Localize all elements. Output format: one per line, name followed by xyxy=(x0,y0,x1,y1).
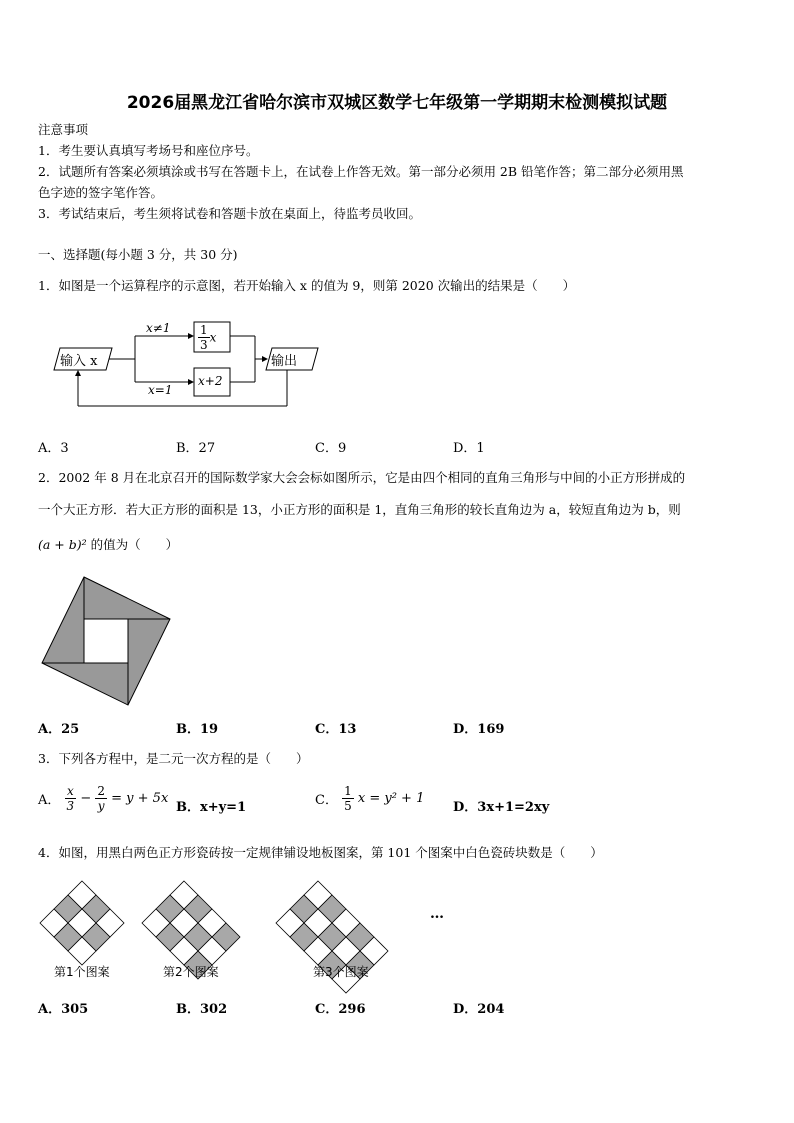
question-3-text: 3．下列各方程中，是二元一次方程的是（ ） xyxy=(38,751,309,766)
q2-option-c[interactable]: C．13 xyxy=(315,722,357,737)
tile-ellipsis: … xyxy=(430,906,444,922)
q3-option-c[interactable]: C． $\frac{1}{5}$ x = y² + 1 xyxy=(315,784,425,813)
tile-caption-1: 第1个图案 xyxy=(54,965,110,979)
tile-caption-3: 第3个图案 xyxy=(313,965,369,979)
q2-option-b[interactable]: B．19 xyxy=(176,722,219,737)
q1-option-d[interactable]: D．1 xyxy=(453,441,485,456)
question-2-line3: (a + b)² 的值为（ ） xyxy=(38,537,179,552)
pinwheel-square-diagram xyxy=(40,575,172,707)
q1-option-b[interactable]: B．27 xyxy=(176,441,216,456)
box-x-plus-2-label: x+2 xyxy=(198,374,223,388)
q4-option-c[interactable]: C．296 xyxy=(315,1002,366,1017)
section-heading: 一、选择题(每小题 3 分，共 30 分) xyxy=(38,247,238,262)
flowchart-condition-bottom: x=1 xyxy=(148,383,173,397)
q4-option-b[interactable]: B．302 xyxy=(176,1002,228,1017)
question-1-text: 1．如图是一个运算程序的示意图，若开始输入 x 的值为 9，则第 2020 次输出的结果是（ ） xyxy=(38,278,576,293)
tile-pattern-diagram xyxy=(38,875,458,965)
q4-option-a[interactable]: A．305 xyxy=(38,1002,89,1017)
q3-option-a[interactable]: A． $\frac{x}{3}$ − $\frac{2}{y}$ = y + 5x xyxy=(38,784,169,813)
q3-option-d[interactable]: D．3x+1=2xy xyxy=(453,800,550,815)
notice-item: 1．考生要认真填写考场号和座位序号。 xyxy=(38,143,259,158)
tile-caption-2: 第2个图案 xyxy=(163,965,219,979)
q2-option-a[interactable]: A．25 xyxy=(38,722,80,737)
q3-option-b[interactable]: B．x+y=1 xyxy=(176,800,247,815)
notice-item: 2．试题所有答案必须填涂或书写在答题卡上，在试卷上作答无效。第一部分必须用 2B 铅笔作答；第二部分必须用黑 xyxy=(38,164,684,179)
page-title: 2026届黑龙江省哈尔滨市双城区数学七年级第一学期期末检测模拟试题 xyxy=(126,93,668,113)
flowchart-output-label: 输出 xyxy=(271,354,298,369)
q2-option-d[interactable]: D．169 xyxy=(453,722,505,737)
question-2-line2: 一个大正方形．若大正方形的面积是 13，小正方形的面积是 1，直角三角形的较长直角边为 a，较短直角边为 b，则 xyxy=(38,502,681,517)
fraction-one-third-x: $\frac{1}{3}$ x xyxy=(200,323,217,352)
flowchart-condition-top: x≠1 xyxy=(146,321,171,335)
notice-item: 色字迹的签字笔作答。 xyxy=(38,185,164,200)
notice-item: 3．考试结束后，考生须将试卷和答题卡放在桌面上，待监考员收回。 xyxy=(38,206,421,221)
notice-heading: 注意事项 xyxy=(38,122,89,137)
q1-option-a[interactable]: A．3 xyxy=(38,441,69,456)
q1-option-c[interactable]: C．9 xyxy=(315,441,347,456)
question-4-text: 4．如图，用黑白两色正方形瓷砖按一定规律铺设地板图案，第 101 个图案中白色瓷砖块数是（ ） xyxy=(38,845,603,860)
q4-option-d[interactable]: D．204 xyxy=(453,1002,505,1017)
flowchart-input-label: 输入 x xyxy=(60,354,98,369)
question-2-line1: 2．2002 年 8 月在北京召开的国际数学家大会会标如图所示，它是由四个相同的直角三角形与中间的小正方形拼成的 xyxy=(38,470,686,485)
